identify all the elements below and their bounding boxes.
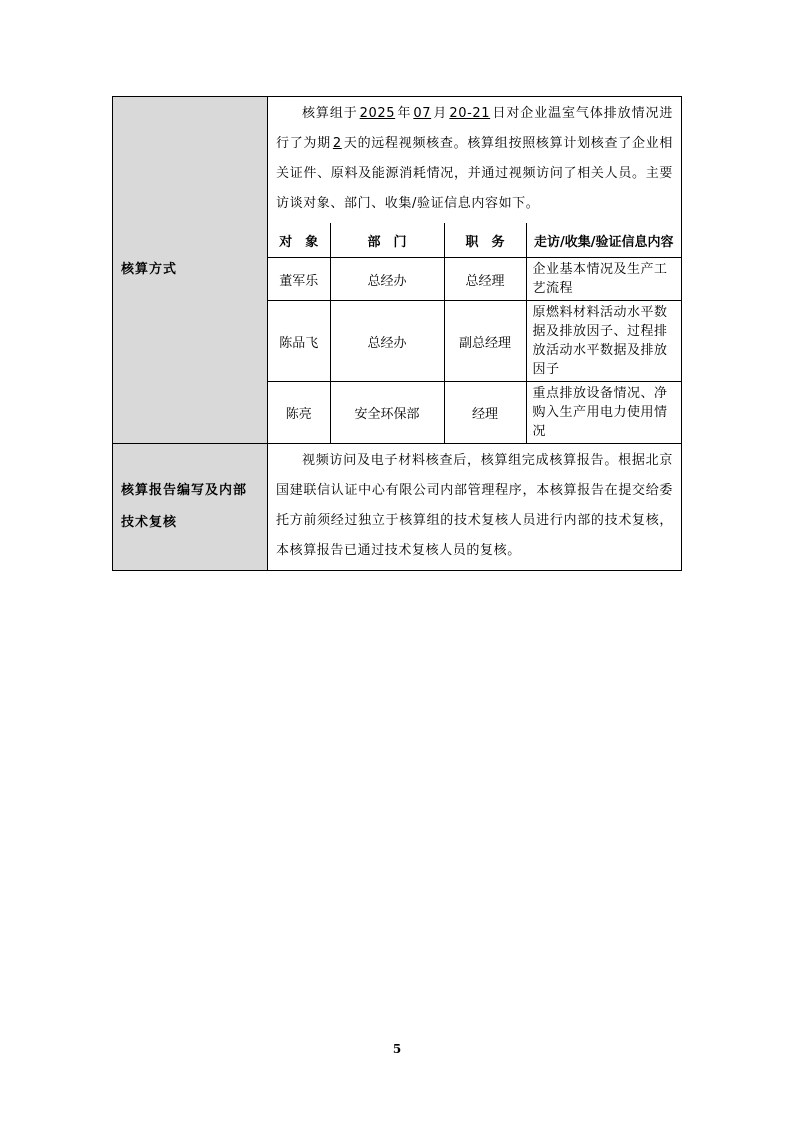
cell-interviewee: 陈品飞 bbox=[268, 301, 330, 382]
header-content: 走访/收集/验证信息内容 bbox=[526, 223, 681, 258]
table-row bbox=[268, 258, 681, 301]
table-row bbox=[268, 382, 681, 444]
interview-table-header bbox=[268, 223, 681, 258]
intro-duration: 2 bbox=[332, 136, 342, 151]
header-interviewee: 对 象 bbox=[268, 223, 330, 258]
intro-text-1: 核算组于 bbox=[302, 106, 358, 121]
cell-content: 企业基本情况及生产工艺流程 bbox=[526, 258, 681, 301]
cell-position: 总经理 bbox=[444, 258, 526, 301]
intro-text-3: 月 bbox=[433, 106, 448, 121]
cell-interviewee: 陈亮 bbox=[268, 382, 330, 444]
cell-interviewee: 董军乐 bbox=[268, 258, 330, 301]
row-label-method: 核算方式 bbox=[113, 97, 268, 444]
interview-table bbox=[268, 223, 681, 443]
page-number: 5 bbox=[392, 1042, 402, 1056]
cell-content: 重点排放设备情况、净购入生产用电力使用情况 bbox=[526, 382, 681, 444]
header-department: 部 门 bbox=[330, 223, 444, 258]
table-row bbox=[268, 301, 681, 382]
intro-text-4: 日对企业温室气体排放情况进行了为期 bbox=[276, 106, 673, 151]
cell-department: 安全环保部 bbox=[330, 382, 444, 444]
verification-table bbox=[112, 96, 682, 571]
intro-text-5: 天的远程视频核查。核算组按照核算计划核查了企业相关证件、原料及能源消耗情况，并通过视频访问了相关人员。主要访谈对象、部门、收集/验证信息内容如下。 bbox=[276, 136, 673, 211]
intro-days: 20-21 bbox=[449, 106, 491, 121]
cell-department: 总经办 bbox=[330, 258, 444, 301]
row-label-report-review: 核算报告编写及内部技术复核 bbox=[113, 444, 268, 571]
intro-month: 07 bbox=[413, 106, 432, 121]
cell-position: 副总经理 bbox=[444, 301, 526, 382]
cell-department: 总经办 bbox=[330, 301, 444, 382]
method-content-cell bbox=[268, 97, 682, 444]
cell-position: 经理 bbox=[444, 382, 526, 444]
intro-text-2: 年 bbox=[397, 106, 412, 121]
intro-year: 2025 bbox=[359, 106, 396, 121]
header-position: 职 务 bbox=[444, 223, 526, 258]
report-review-paragraph: 视频访问及电子材料核查后，核算组完成核算报告。根据北京国建联信认证中心有限公司内部管理程序，本核算报告在提交给委托方前须经过独立于核算组的技术复核人员进行内部的技术复核，本核算报告已通过技术复核人员的复核。 bbox=[276, 453, 673, 558]
report-review-cell bbox=[268, 444, 682, 571]
method-intro-paragraph bbox=[268, 97, 681, 223]
cell-content: 原燃料材料活动水平数据及排放因子、过程排放活动水平数据及排放因子 bbox=[526, 301, 681, 382]
